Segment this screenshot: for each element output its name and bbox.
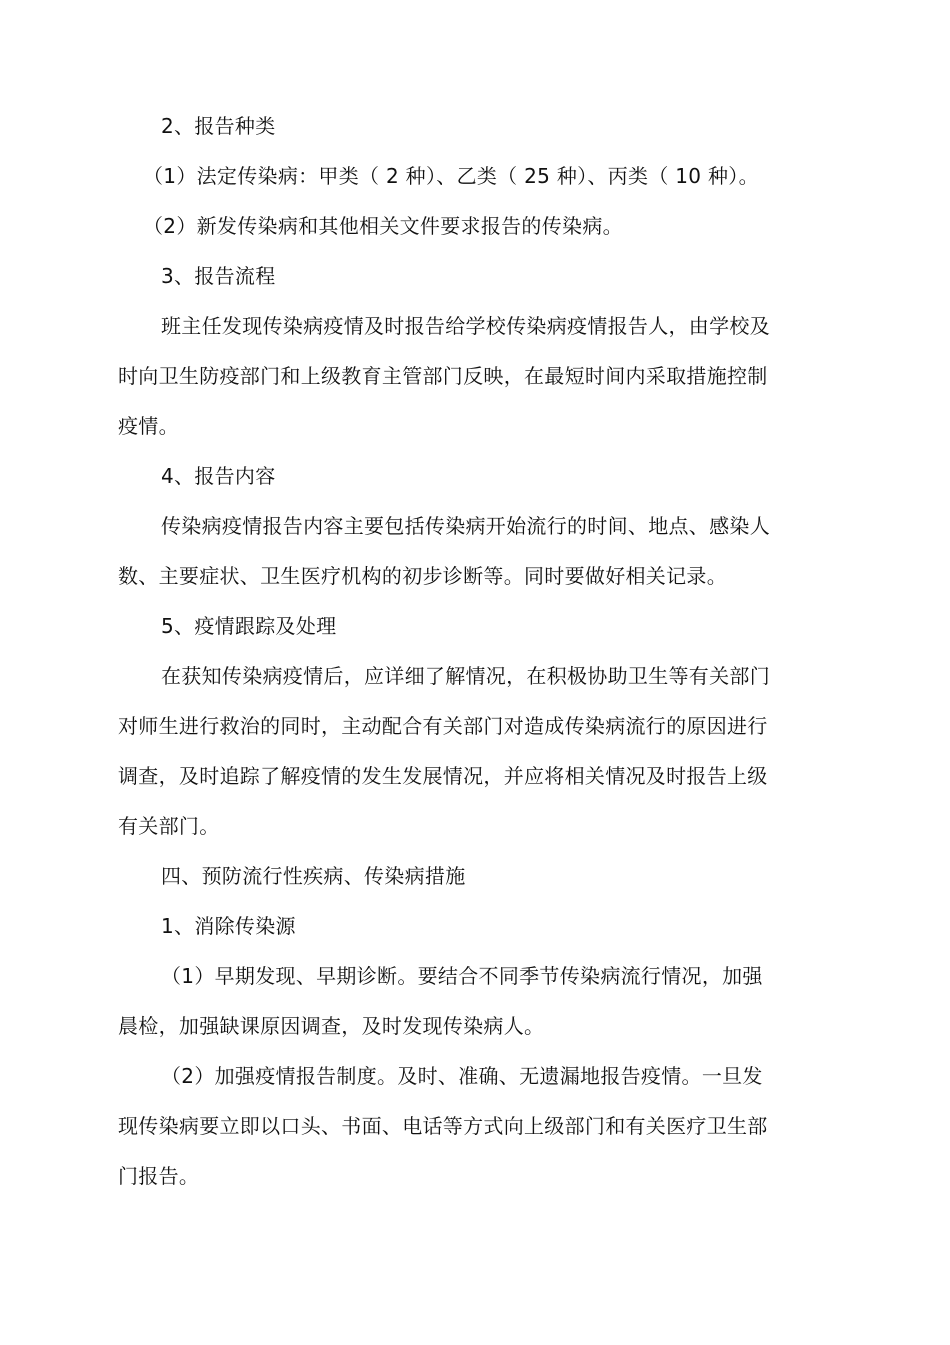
paragraph-line: 疫情。: [118, 414, 179, 438]
section-heading-prevention: 四、预防流行性疾病、传染病措施: [161, 864, 466, 888]
paragraph-line: 晨检，加强缺课原因调查，及时发现传染病人。: [118, 1014, 545, 1038]
heading-report-process: 3、报告流程: [161, 264, 276, 288]
heading-report-content: 4、报告内容: [161, 464, 276, 488]
paragraph-line: 调查，及时追踪了解疫情的发生发展情况，并应将相关情况及时报告上级: [118, 764, 768, 788]
heading-eliminate-source: 1、消除传染源: [161, 914, 296, 938]
paragraph-line: （1）法定传染病：甲类（ 2 种）、乙类（ 25 种）、丙类（ 10 种）。: [143, 164, 759, 188]
heading-tracking: 5、疫情跟踪及处理: [161, 614, 337, 638]
paragraph-line: 传染病疫情报告内容主要包括传染病开始流行的时间、地点、感染人: [161, 514, 770, 538]
paragraph-line: 时向卫生防疫部门和上级教育主管部门反映，在最短时间内采取措施控制: [118, 364, 768, 388]
paragraph-line: 班主任发现传染病疫情及时报告给学校传染病疫情报告人，由学校及: [161, 314, 770, 338]
paragraph-line: 在获知传染病疫情后，应详细了解情况，在积极协助卫生等有关部门: [161, 664, 770, 688]
paragraph-line: （2）新发传染病和其他相关文件要求报告的传染病。: [143, 214, 623, 238]
paragraph-line: （1）早期发现、早期诊断。要结合不同季节传染病流行情况，加强: [161, 964, 763, 988]
paragraph-line: 对师生进行救治的同时，主动配合有关部门对造成传染病流行的原因进行: [118, 714, 768, 738]
heading-report-types: 2、报告种类: [161, 114, 276, 138]
paragraph-line: （2）加强疫情报告制度。及时、准确、无遗漏地报告疫情。一旦发: [161, 1064, 763, 1088]
paragraph-line: 数、主要症状、卫生医疗机构的初步诊断等。同时要做好相关记录。: [118, 564, 727, 588]
paragraph-line: 现传染病要立即以口头、书面、电话等方式向上级部门和有关医疗卫生部: [118, 1114, 768, 1138]
paragraph-line: 有关部门。: [118, 814, 220, 838]
paragraph-line: 门报告。: [118, 1164, 200, 1188]
